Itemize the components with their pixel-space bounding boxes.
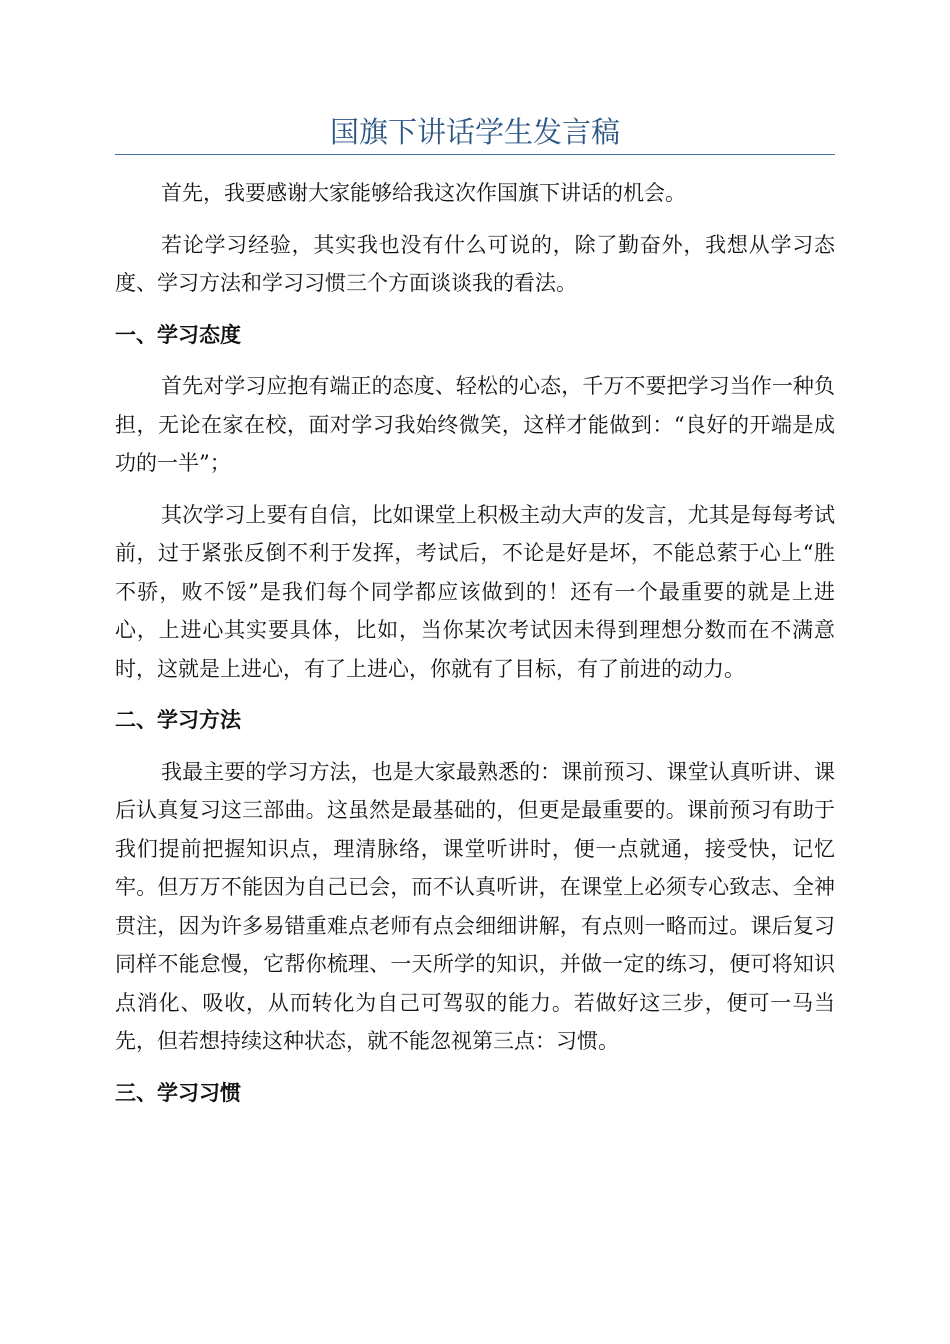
section-heading-method: 二、学习方法 (115, 708, 241, 732)
paragraph-method: 我最主要的学习方法，也是大家最熟悉的：课前预习、课堂认真听讲、课后认真复习这三部曲。这虽然是最基础的，但更是最重要的。课前预习有助于我们提前把握知识点，理清脉络，课堂听讲时，便一点就通，接受快，记忆牢。但万万不能因为自己已会，而不认真听讲，在课堂上必须专心致志、全神贯注，因为许多易错重难点老师有点会细细讲解，有点则一略而过。课后复习同样不能怠慢，它帮你梳理、一天所学的知识，并做一定的练习，便可将知识点消化、吸收，从而转化为自己可驾驭的能力。若做好这三步，便可一马当先，但若想持续这种状态，就不能忽视第三点：习惯。 (115, 759, 835, 1053)
document-body (115, 174, 835, 1125)
title-underline (115, 154, 835, 155)
paragraph-thanks: 首先，我要感谢大家能够给我这次作国旗下讲话的机会。 (161, 181, 686, 205)
section-heading-attitude: 一、学习态度 (115, 322, 241, 347)
section-heading-habit: 三、学习习惯 (115, 1080, 241, 1105)
paragraph-attitude-1: 首先对学习应抱有端正的态度、轻松的心态，千万不要把学习当作一种负担，无论在家在校，面对学习我始终微笑，这样才能做到：“良好的开端是成功的一半”； (115, 374, 835, 475)
paragraph-attitude-2: 其次学习上要有自信，比如课堂上积极主动大声的发言，尤其是每每考试前，过于紧张反倒不利于发挥，考试后，不论是好是坏，不能总萦于心上“胜不骄，败不馁”是我们每个同学都应该做到的！还有一个最重要的就是上进心，上进心其实要具体，比如，当你某次考试因未得到理想分数而在不满意时，这就是上进心，有了上进心，你就有了目标，有了前进的动力。 (115, 502, 835, 681)
document-title: 国旗下讲话学生发言稿 (329, 115, 620, 149)
paragraph-intro: 若论学习经验，其实我也没有什么可说的，除了勤奋外，我想从学习态度、学习方法和学习习惯三个方面谈谈我的看法。 (115, 232, 835, 295)
